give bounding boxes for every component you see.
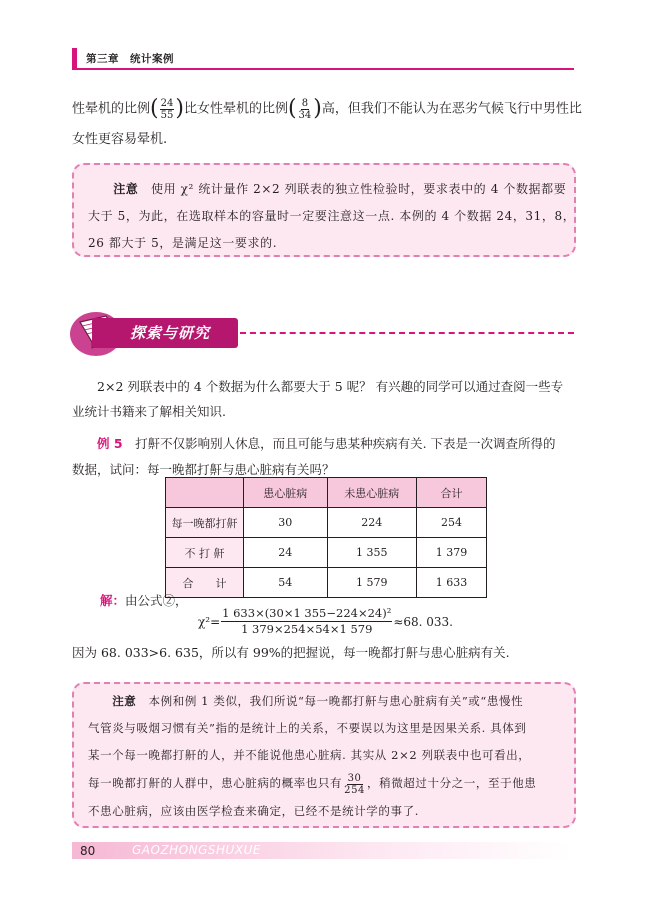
- table-row-label: 每一晚都打鼾: [166, 508, 244, 538]
- paren-open: (: [150, 96, 159, 121]
- note-1-label: 注意: [113, 182, 139, 196]
- table-cell: 1 379: [417, 538, 487, 568]
- solution-intro: [100, 588, 188, 614]
- intro-paragraph: [72, 92, 582, 153]
- table-cell: 224: [327, 508, 417, 538]
- table-cell: 1 633: [417, 568, 487, 598]
- note-2-line-3: 某一个每一晚都打鼾的人，并不能说他患心脏病. 其实从 2×2 列联表中也可看出，: [88, 748, 531, 762]
- table-header-cell: 患心脏病: [244, 478, 327, 508]
- section-divider: [240, 332, 574, 334]
- fraction-numerator: 30: [347, 772, 362, 784]
- page-number: 80: [80, 844, 96, 858]
- table-cell: 30: [244, 508, 327, 538]
- contingency-table: [165, 477, 487, 598]
- table-cell: 54: [244, 568, 327, 598]
- table-row-label: 合 计: [166, 568, 244, 598]
- formula-denominator: 1 379×254×54×1 579: [241, 622, 373, 636]
- example-line-2: 数据，试问：每一晚都打鼾与患心脏病有关吗？: [72, 462, 335, 477]
- intro-line-2: 女性更容易晕机.: [72, 131, 168, 147]
- note-2-line-5: 不患心脏病，应该由医学检查来确定，已经不是统计学的事了.: [88, 804, 419, 818]
- note-2-line-2: 气管炎与吸烟习惯有关”指的是统计上的关系，不要误以为这里是因果关系. 具体到: [88, 721, 527, 735]
- table-cell: 254: [417, 508, 487, 538]
- table-cell: 24: [244, 538, 327, 568]
- solution-conclusion: 因为 68. 033>6. 635，所以有 99%的把握说，每一晚都打鼾与患心脏病有关.: [72, 645, 510, 660]
- table-header-cell: 合计: [417, 478, 487, 508]
- intro-text-a: 性晕机的比例: [72, 101, 151, 117]
- formula-numerator: 1 633×(30×1 355−224×24)²: [222, 606, 392, 620]
- fraction-numerator: 24: [160, 97, 174, 109]
- note-1-line-2: 大于 5，为此，在选取样本的容量时一定要注意这一点. 本例的 4 个数据 24，31，8，: [88, 209, 576, 223]
- table-header-cell: [166, 478, 244, 508]
- solution-text: 由公式②，: [125, 593, 188, 608]
- note-2-label: 注意: [112, 694, 137, 708]
- intro-text-c: 高，但我们不能认为在恶劣气候飞行中男性比: [321, 101, 582, 117]
- fraction-denominator: 254: [344, 784, 365, 796]
- table-row: [166, 508, 487, 538]
- note-2-text: [88, 688, 568, 825]
- explore-line-1: [72, 374, 582, 399]
- table-header-cell: 未患心脏病: [327, 478, 417, 508]
- note-2-line-1-text: 本例和例 1 类似，我们所说“每一晚都打鼾与患心脏病有关”或“患慢性: [148, 694, 524, 708]
- note-2-line-4: [88, 769, 568, 798]
- chi-symbol: χ²=: [198, 614, 221, 629]
- fraction-numerator: 8: [301, 97, 309, 109]
- table-header-row: [166, 478, 487, 508]
- header-rule: [72, 68, 574, 70]
- fraction-denominator: 55: [160, 109, 174, 121]
- formula-fraction: [221, 606, 392, 637]
- table-cell: 1 355: [327, 538, 417, 568]
- fraction-24-55: [160, 98, 175, 121]
- footer-wordmark: GAOZHONGSHUXUE: [132, 843, 261, 857]
- section-title: 探索与研究: [130, 324, 211, 342]
- example-label: 例 5: [97, 436, 123, 451]
- table-row-label: 不 打 鼾: [166, 538, 244, 568]
- formula-result: ≈68. 033.: [393, 614, 453, 629]
- note-2-line-4-a: 每一晚都打鼾的人群中，患心脏病的概率也只有: [88, 776, 343, 790]
- note-1-line-3: 26 都大于 5，是满足这一要求的.: [88, 236, 278, 250]
- paren-open: (: [287, 96, 297, 121]
- table-row: [166, 538, 487, 568]
- example-line-1: [72, 431, 582, 457]
- note-1-line-1: [88, 176, 568, 203]
- chapter-title: 第三章 统计案例: [86, 53, 174, 65]
- note-2-line-4-b: ，稍微超过十分之一，至于他患: [367, 776, 537, 790]
- paren-close: ): [313, 96, 322, 121]
- explore-line-2: 业统计书籍来了解相关知识.: [72, 404, 226, 419]
- table-row: [166, 568, 487, 598]
- fraction-30-254: [343, 773, 366, 796]
- intro-line-1: [72, 92, 582, 127]
- example-paragraph: [72, 431, 582, 483]
- note-2-line-1: [88, 688, 568, 715]
- header-accent-bar: [72, 48, 77, 68]
- explore-paragraph: [72, 374, 582, 424]
- chi-square-formula: [198, 606, 453, 637]
- solution-label: 解：: [100, 593, 126, 608]
- intro-text-b: 比女性晕机的比例: [183, 101, 288, 117]
- explore-line-1-text: 2×2 列联表中的 4 个数据为什么都要大于 5 呢？ 有兴趣的同学可以通过查阅一些专: [97, 379, 564, 394]
- note-1-line-1-text: 使用 χ² 统计量作 2×2 列联表的独立性检验时，要求表中的 4 个数据都要: [151, 182, 567, 196]
- example-line-1-text: 打鼾不仅影响别人休息，而且可能与患某种疾病有关. 下表是一次调查所得的: [135, 436, 556, 451]
- fraction-8-34: [298, 98, 313, 121]
- note-1-text: [88, 176, 576, 257]
- table-cell: 1 579: [327, 568, 417, 598]
- paren-close: ): [175, 96, 184, 121]
- fraction-denominator: 34: [298, 109, 312, 121]
